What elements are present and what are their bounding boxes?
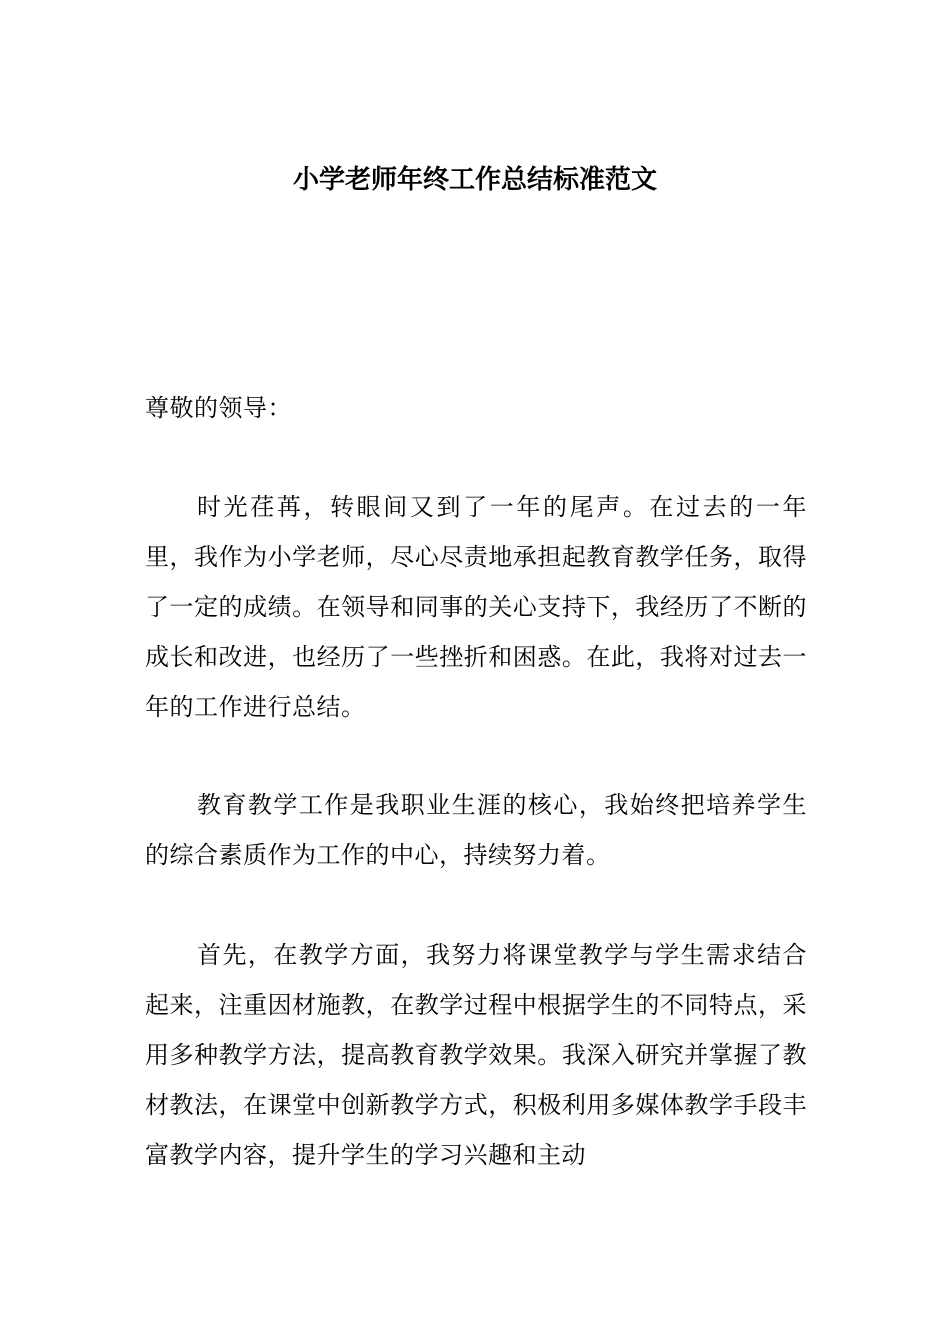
paragraph-1: 时光荏苒，转眼间又到了一年的尾声。在过去的一年里，我作为小学老师，尽心尽责地承担起教育教学任务，取得了一定的成绩。在领导和同事的关心支持下，我经历了不断的成长和改进，也经历了一些挫折和困惑。在此，我将对过去一年的工作进行总结。 (145, 493, 807, 721)
paragraph-2: 教育教学工作是我职业生涯的核心，我始终把培养学生的综合素质作为工作的中心，持续努力着。 (145, 791, 807, 869)
salutation: 尊敬的领导： (145, 394, 292, 422)
document-title: 小学老师年终工作总结标准范文 (292, 165, 657, 195)
paragraph-3: 首先，在教学方面，我努力将课堂教学与学生需求结合起来，注重因材施教，在教学过程中根据学生的不同特点，采用多种教学方法，提高教育教学效果。我深入研究并掌握了教材教法，在课堂中创新教学方式，积极利用多媒体教学手段丰富教学内容，提升学生的学习兴趣和主动 (145, 941, 807, 1169)
